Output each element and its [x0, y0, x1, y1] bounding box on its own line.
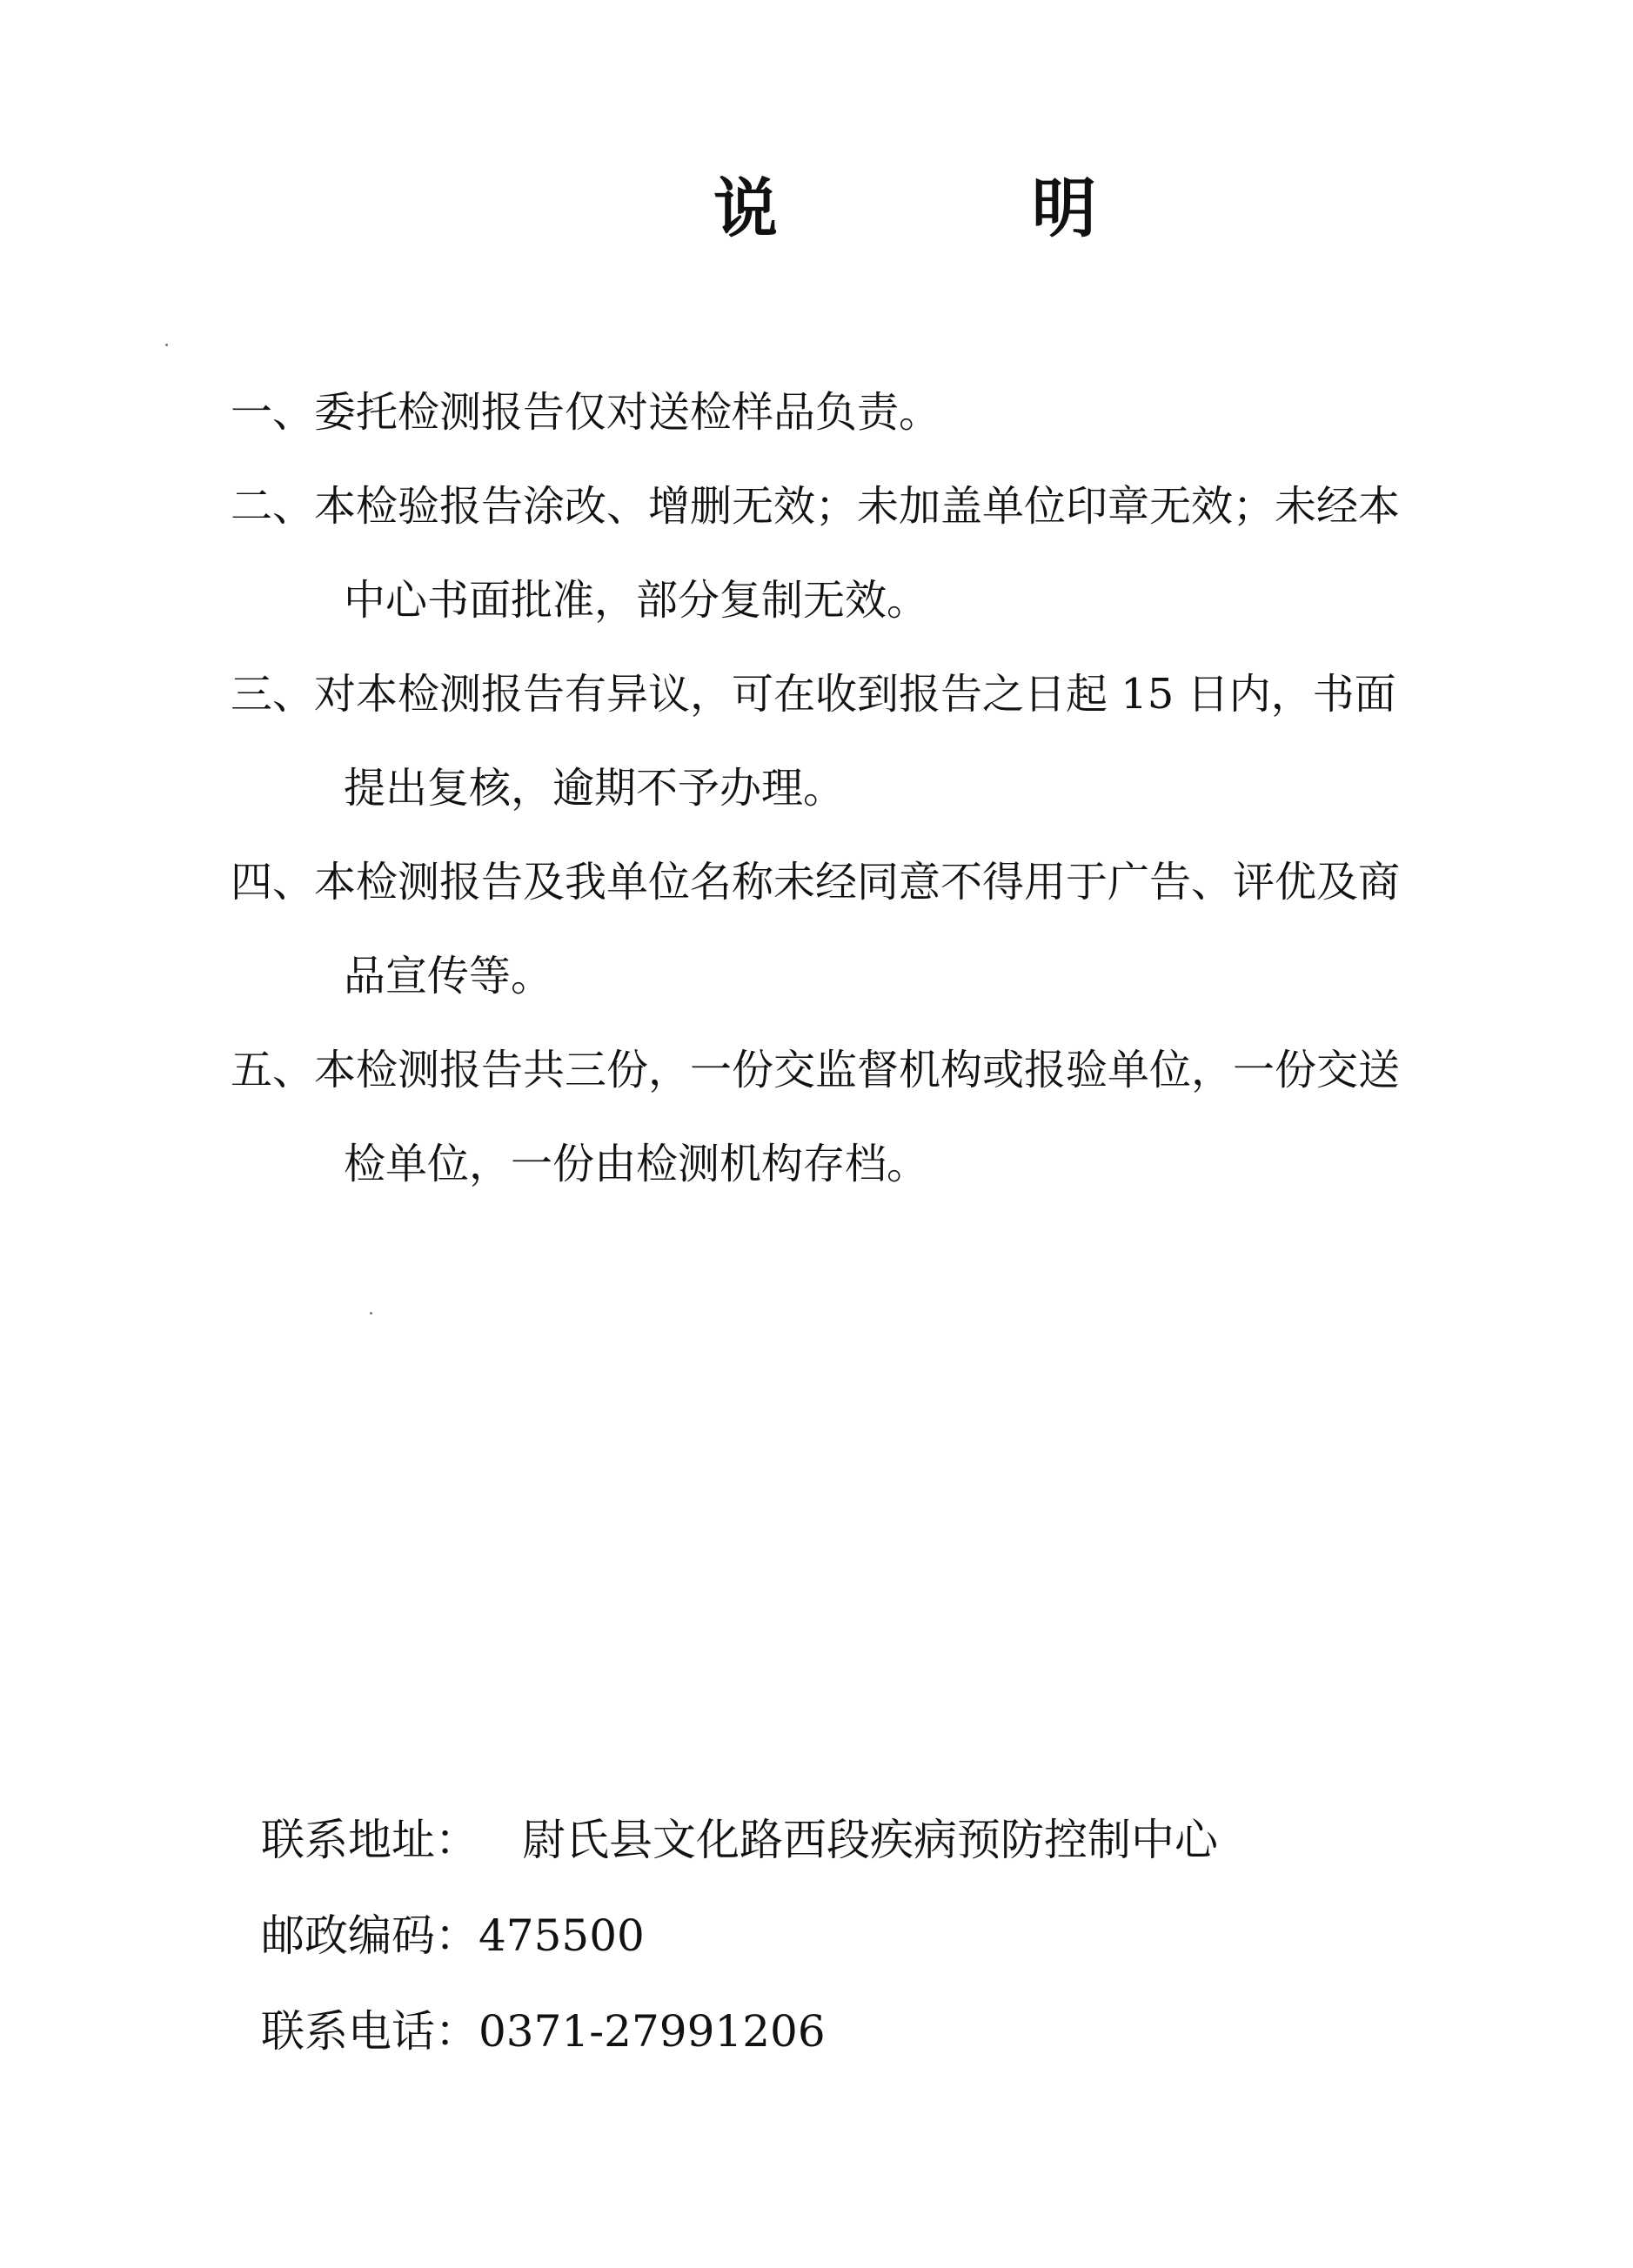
clause-item-4 — [231, 835, 1536, 1023]
scan-speck — [370, 1312, 372, 1315]
address-value: 尉氏县文化路西段疾病预防控制中心 — [522, 1815, 1218, 1865]
phone-value: 0371-27991206 — [479, 2006, 826, 2057]
clause-line-continuation: 检单位，一份由检测机构存档。 — [344, 1140, 929, 1188]
clause-line: 二、本检验报告涂改、增删无效；未加盖单位印章无效；未经本 — [231, 482, 1401, 531]
clause-item-2 — [231, 459, 1536, 647]
clause-item-5 — [231, 1023, 1536, 1211]
clause-line-continuation: 品宣传等。 — [344, 952, 553, 1000]
phone-label: 联系电话： — [261, 2006, 479, 2057]
address-label: 联系地址： — [261, 1815, 479, 1865]
postcode-label: 邮政编码： — [261, 1910, 479, 1961]
clause-item-3 — [231, 647, 1536, 835]
postcode-value: 475500 — [479, 1910, 645, 1961]
clause-line-continuation: 提出复核，逾期不予办理。 — [344, 764, 846, 813]
clause-line: 四、本检测报告及我单位名称未经同意不得用于广告、评优及商 — [231, 858, 1401, 907]
clause-line-continuation: 中心书面批准，部分复制无效。 — [344, 576, 929, 625]
contact-phone — [261, 1984, 1479, 2079]
title-char-1: 说 — [713, 171, 778, 246]
clause-item-1 — [231, 365, 1536, 459]
page-title — [713, 165, 1096, 252]
contact-postcode — [261, 1888, 1479, 1984]
contact-address — [261, 1792, 1479, 1888]
contact-info — [261, 1792, 1479, 2079]
clause-line: 五、本检测报告共三份，一份交监督机构或报验单位，一份交送 — [231, 1046, 1401, 1094]
scan-speck — [165, 344, 168, 346]
title-char-2: 明 — [1032, 171, 1096, 246]
clause-line: 一、委托检测报告仅对送检样品负责。 — [231, 388, 941, 437]
clause-list — [231, 365, 1536, 1211]
clause-line: 三、对本检测报告有异议，可在收到报告之日起 15 日内，书面 — [231, 670, 1396, 719]
